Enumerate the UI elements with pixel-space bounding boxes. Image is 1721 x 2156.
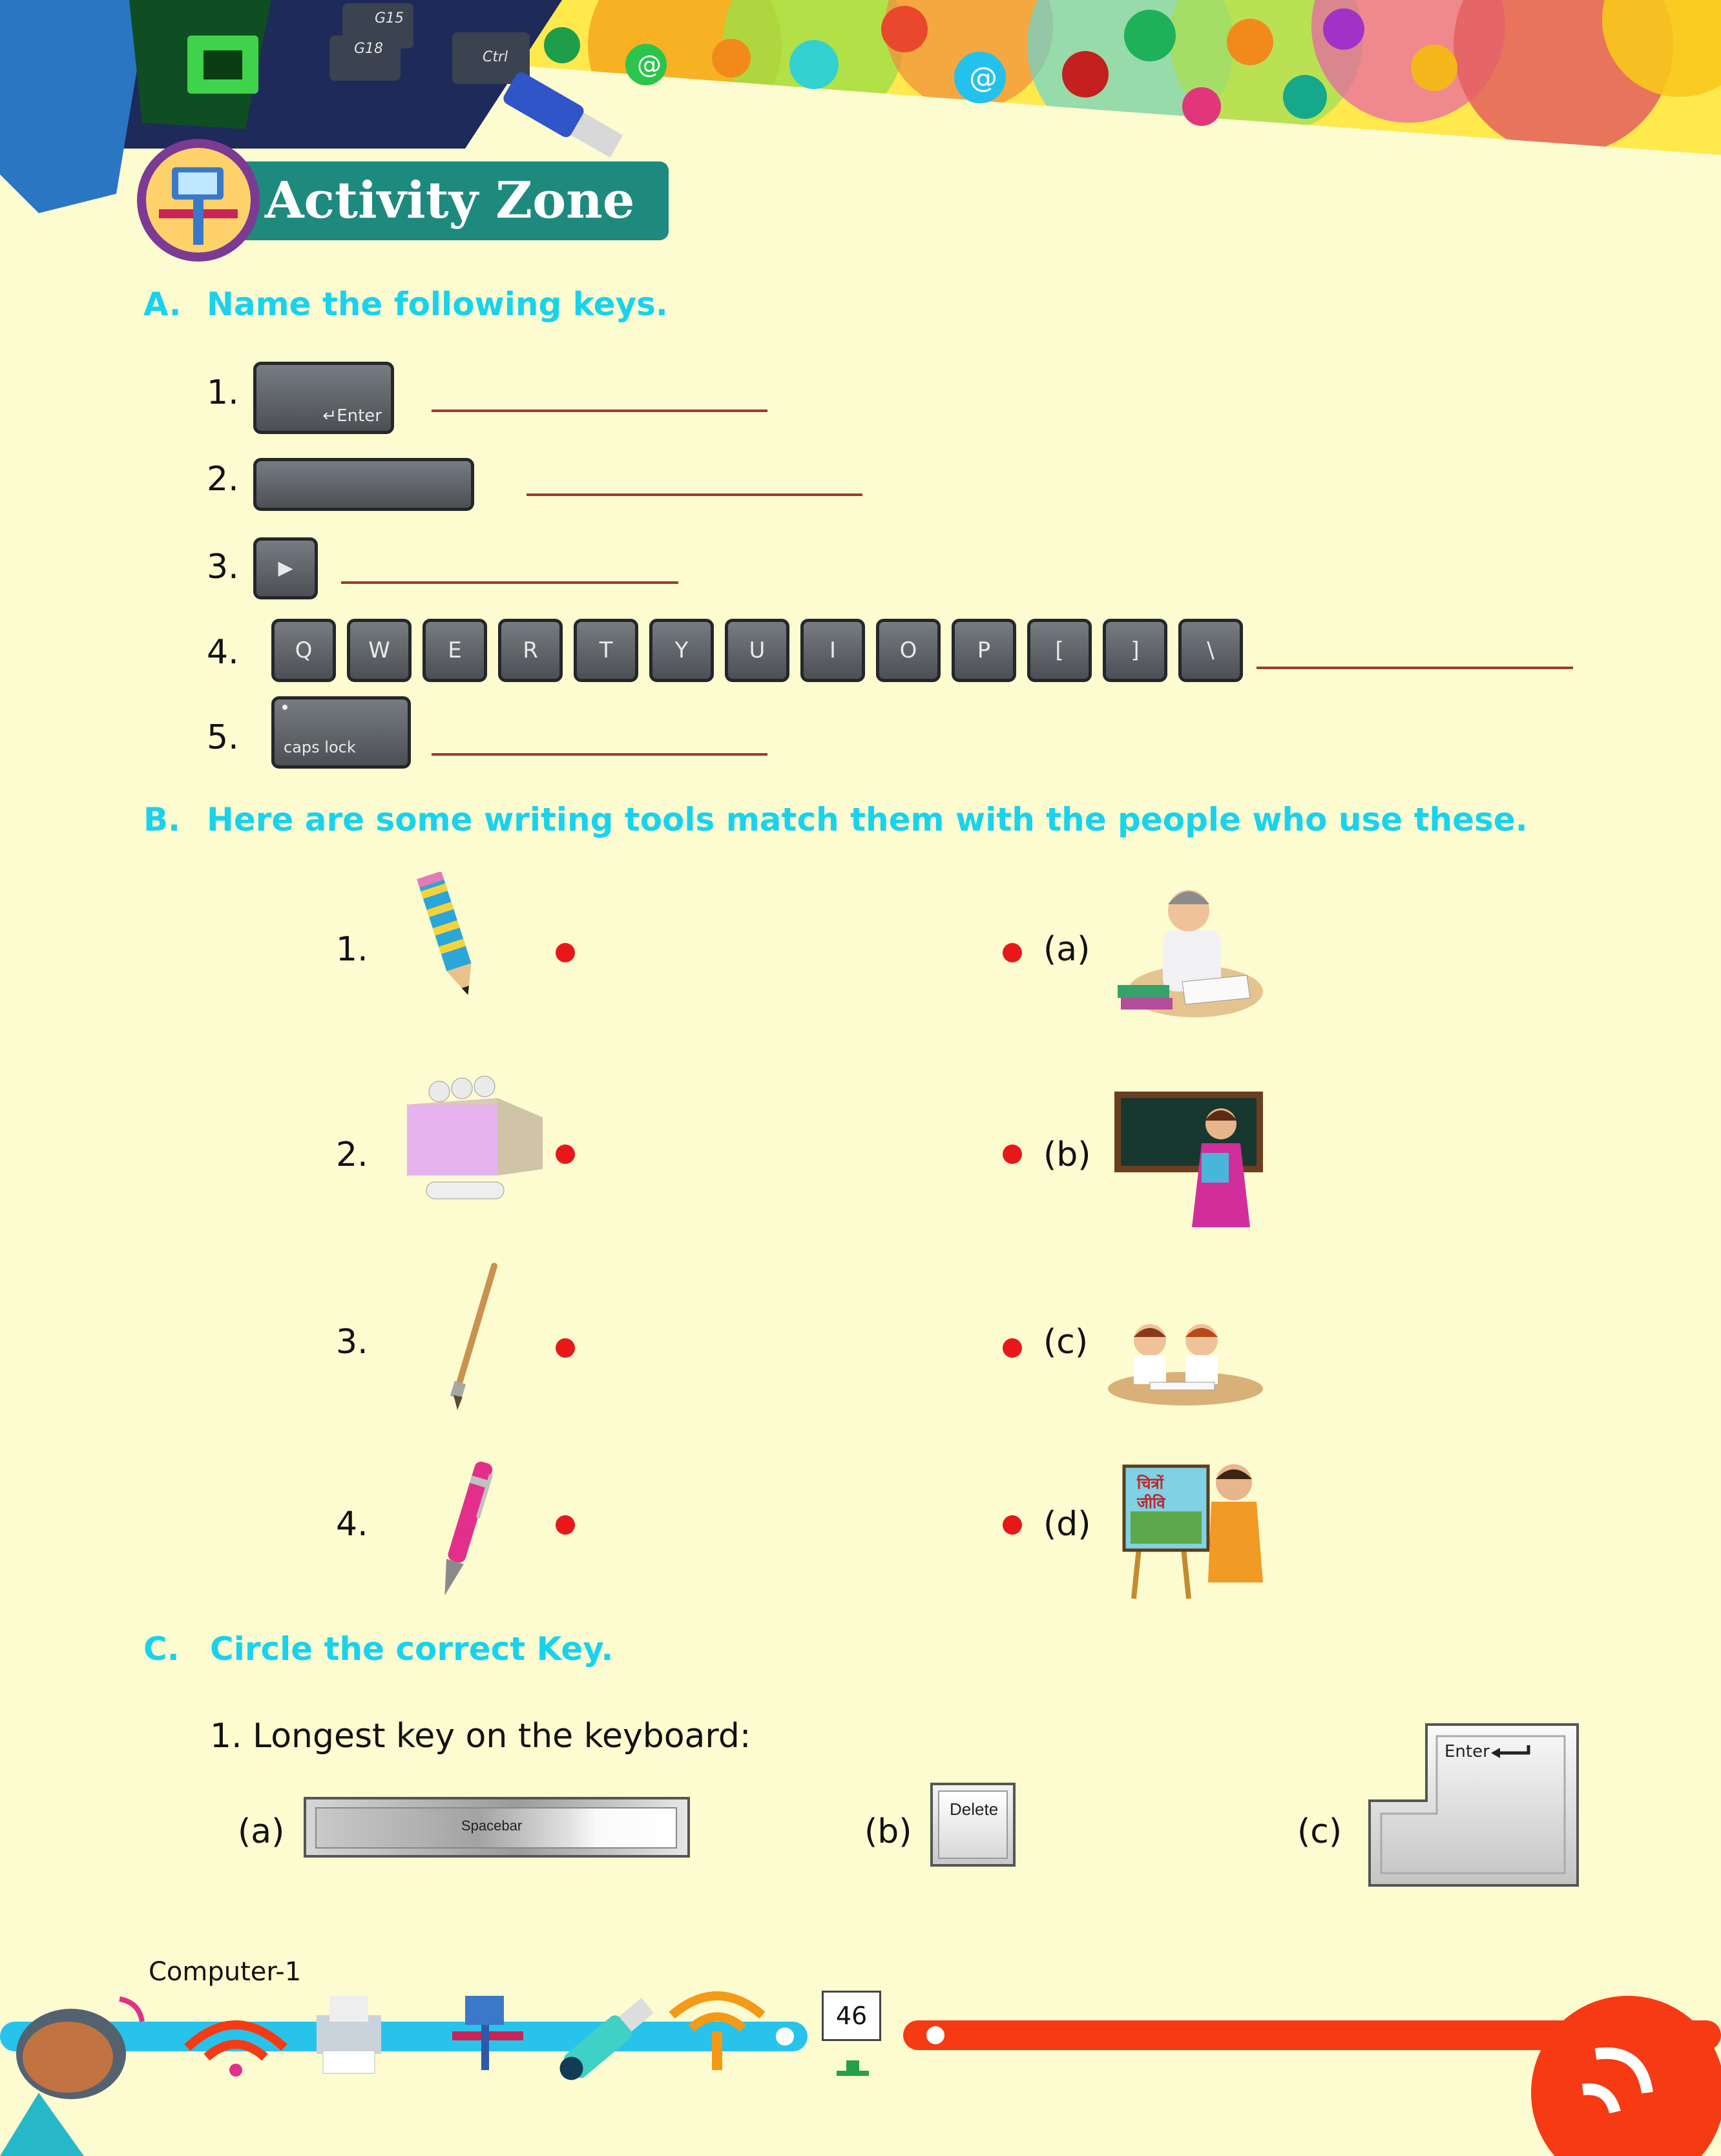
question-text: 1. Longest key on the keyboard: bbox=[210, 1717, 751, 1756]
match-dot-right-d[interactable] bbox=[1003, 1515, 1022, 1535]
painting-text-line-1: चित्रों bbox=[1137, 1475, 1163, 1493]
section-a-letter: A. bbox=[143, 285, 182, 323]
teacher-at-blackboard-image bbox=[1111, 1088, 1266, 1230]
section-b-heading: Here are some writing tools match them with the people who use these. bbox=[207, 801, 1528, 838]
printer-icon bbox=[317, 1996, 381, 2073]
item-number: 4. bbox=[207, 633, 239, 672]
upload-icon bbox=[881, 6, 928, 52]
answer-line[interactable] bbox=[432, 409, 767, 412]
mouse-icon-2 bbox=[1227, 19, 1273, 65]
painter-at-easel-image bbox=[1118, 1453, 1266, 1602]
caps-lock-key bbox=[271, 696, 411, 769]
match-dot-left-3[interactable] bbox=[556, 1338, 575, 1358]
blank-wide-key bbox=[253, 458, 474, 511]
spacebar-label: Spacebar bbox=[461, 1818, 523, 1834]
chart-icon bbox=[544, 27, 580, 63]
gears-icon bbox=[1062, 51, 1109, 98]
paint-brush-icon bbox=[439, 1263, 510, 1411]
return-arrow-icon: ↵ bbox=[322, 406, 337, 426]
book-name: Computer-1 bbox=[149, 1957, 302, 1987]
enter-key bbox=[253, 362, 394, 434]
spacebar-key-option[interactable] bbox=[304, 1797, 690, 1858]
item-number: 3. bbox=[207, 548, 239, 586]
match-label-d: (d) bbox=[1043, 1505, 1091, 1544]
match-number: 3. bbox=[336, 1323, 368, 1362]
svg-text:@: @ bbox=[969, 61, 997, 94]
key-o: O bbox=[876, 619, 941, 682]
computer-desk-icon-footer bbox=[452, 1996, 523, 2070]
match-label-c: (c) bbox=[1043, 1323, 1089, 1362]
match-label-b: (b) bbox=[1043, 1135, 1091, 1174]
monitor-stand-icon bbox=[837, 2060, 869, 2076]
match-number: 4. bbox=[336, 1505, 368, 1544]
key-i: I bbox=[800, 619, 865, 682]
enter-option-label: Enter bbox=[1445, 1742, 1490, 1761]
option-label-c: (c) bbox=[1297, 1812, 1342, 1851]
key-open-bracket: [ bbox=[1027, 619, 1092, 682]
section-c-letter: C. bbox=[143, 1630, 180, 1668]
match-dot-right-a[interactable] bbox=[1003, 943, 1022, 962]
match-dot-left-2[interactable] bbox=[556, 1145, 575, 1164]
key-backslash: \ bbox=[1178, 619, 1243, 682]
item-number: 5. bbox=[207, 718, 239, 757]
key-t: T bbox=[574, 619, 638, 682]
key-label-g18: G18 bbox=[354, 41, 384, 57]
folder-icon bbox=[1323, 8, 1364, 50]
match-dot-left-1[interactable] bbox=[556, 943, 575, 962]
key-y: Y bbox=[649, 619, 714, 682]
key-e: E bbox=[422, 619, 487, 682]
enter-key-option[interactable] bbox=[1367, 1723, 1580, 1888]
painting-text-line-2: जीवि bbox=[1137, 1494, 1165, 1512]
section-c-heading: Circle the correct Key. bbox=[210, 1630, 614, 1668]
mouse-icon bbox=[712, 39, 751, 78]
at-sign-icon-2 bbox=[954, 52, 1006, 103]
svg-text:@: @ bbox=[637, 50, 662, 79]
caps-indicator-icon bbox=[282, 705, 287, 710]
option-label-a: (a) bbox=[238, 1812, 285, 1851]
answer-line[interactable] bbox=[527, 493, 862, 496]
item-number: 2. bbox=[207, 460, 239, 499]
key-close-bracket: ] bbox=[1103, 619, 1167, 682]
answer-line[interactable] bbox=[341, 581, 678, 584]
option-label-b: (b) bbox=[864, 1812, 912, 1851]
computer-desk-icon bbox=[137, 139, 260, 262]
delete-label: Delete bbox=[950, 1799, 999, 1819]
match-label-a: (a) bbox=[1043, 930, 1090, 969]
signal-icon bbox=[120, 1999, 142, 2022]
page-number: 46 bbox=[822, 1991, 881, 2041]
key-w: W bbox=[347, 619, 412, 682]
key-label-g15: G15 bbox=[375, 10, 404, 26]
match-dot-right-c[interactable] bbox=[1003, 1338, 1022, 1358]
game-controller-icon bbox=[1182, 87, 1221, 126]
network-people-icon bbox=[1124, 10, 1176, 61]
section-a-heading: Name the following keys. bbox=[207, 285, 668, 323]
pen-icon bbox=[426, 1456, 504, 1605]
monitor-icon bbox=[1411, 45, 1457, 91]
enter-key-label: Enter bbox=[337, 406, 382, 426]
key-p: P bbox=[952, 619, 1016, 682]
delete-key-option[interactable] bbox=[930, 1783, 1016, 1867]
key-label-ctrl: Ctrl bbox=[483, 49, 508, 65]
bar-chart-icon bbox=[1283, 75, 1327, 119]
key-r: R bbox=[498, 619, 563, 682]
item-number: 1. bbox=[207, 373, 239, 412]
writer-at-desk-image bbox=[1105, 878, 1266, 1024]
match-dot-right-b[interactable] bbox=[1003, 1145, 1022, 1164]
at-sign-icon bbox=[625, 44, 667, 85]
key-u: U bbox=[725, 619, 789, 682]
students-writing-image bbox=[1105, 1311, 1266, 1408]
globe-icon bbox=[789, 40, 839, 89]
section-b-letter: B. bbox=[143, 801, 181, 838]
play-triangle-icon: ▶ bbox=[278, 557, 293, 579]
answer-line[interactable] bbox=[1257, 667, 1573, 669]
match-number: 2. bbox=[336, 1135, 368, 1174]
caps-lock-label: caps lock bbox=[284, 738, 356, 756]
chalk-box-icon bbox=[401, 1072, 549, 1208]
answer-line[interactable] bbox=[432, 753, 767, 756]
match-number: 1. bbox=[336, 930, 368, 969]
activity-zone-title: Activity Zone bbox=[194, 161, 669, 240]
key-q: Q bbox=[271, 619, 336, 682]
match-dot-left-4[interactable] bbox=[556, 1515, 575, 1535]
play-key bbox=[253, 537, 318, 599]
pencil-icon bbox=[413, 872, 485, 1001]
